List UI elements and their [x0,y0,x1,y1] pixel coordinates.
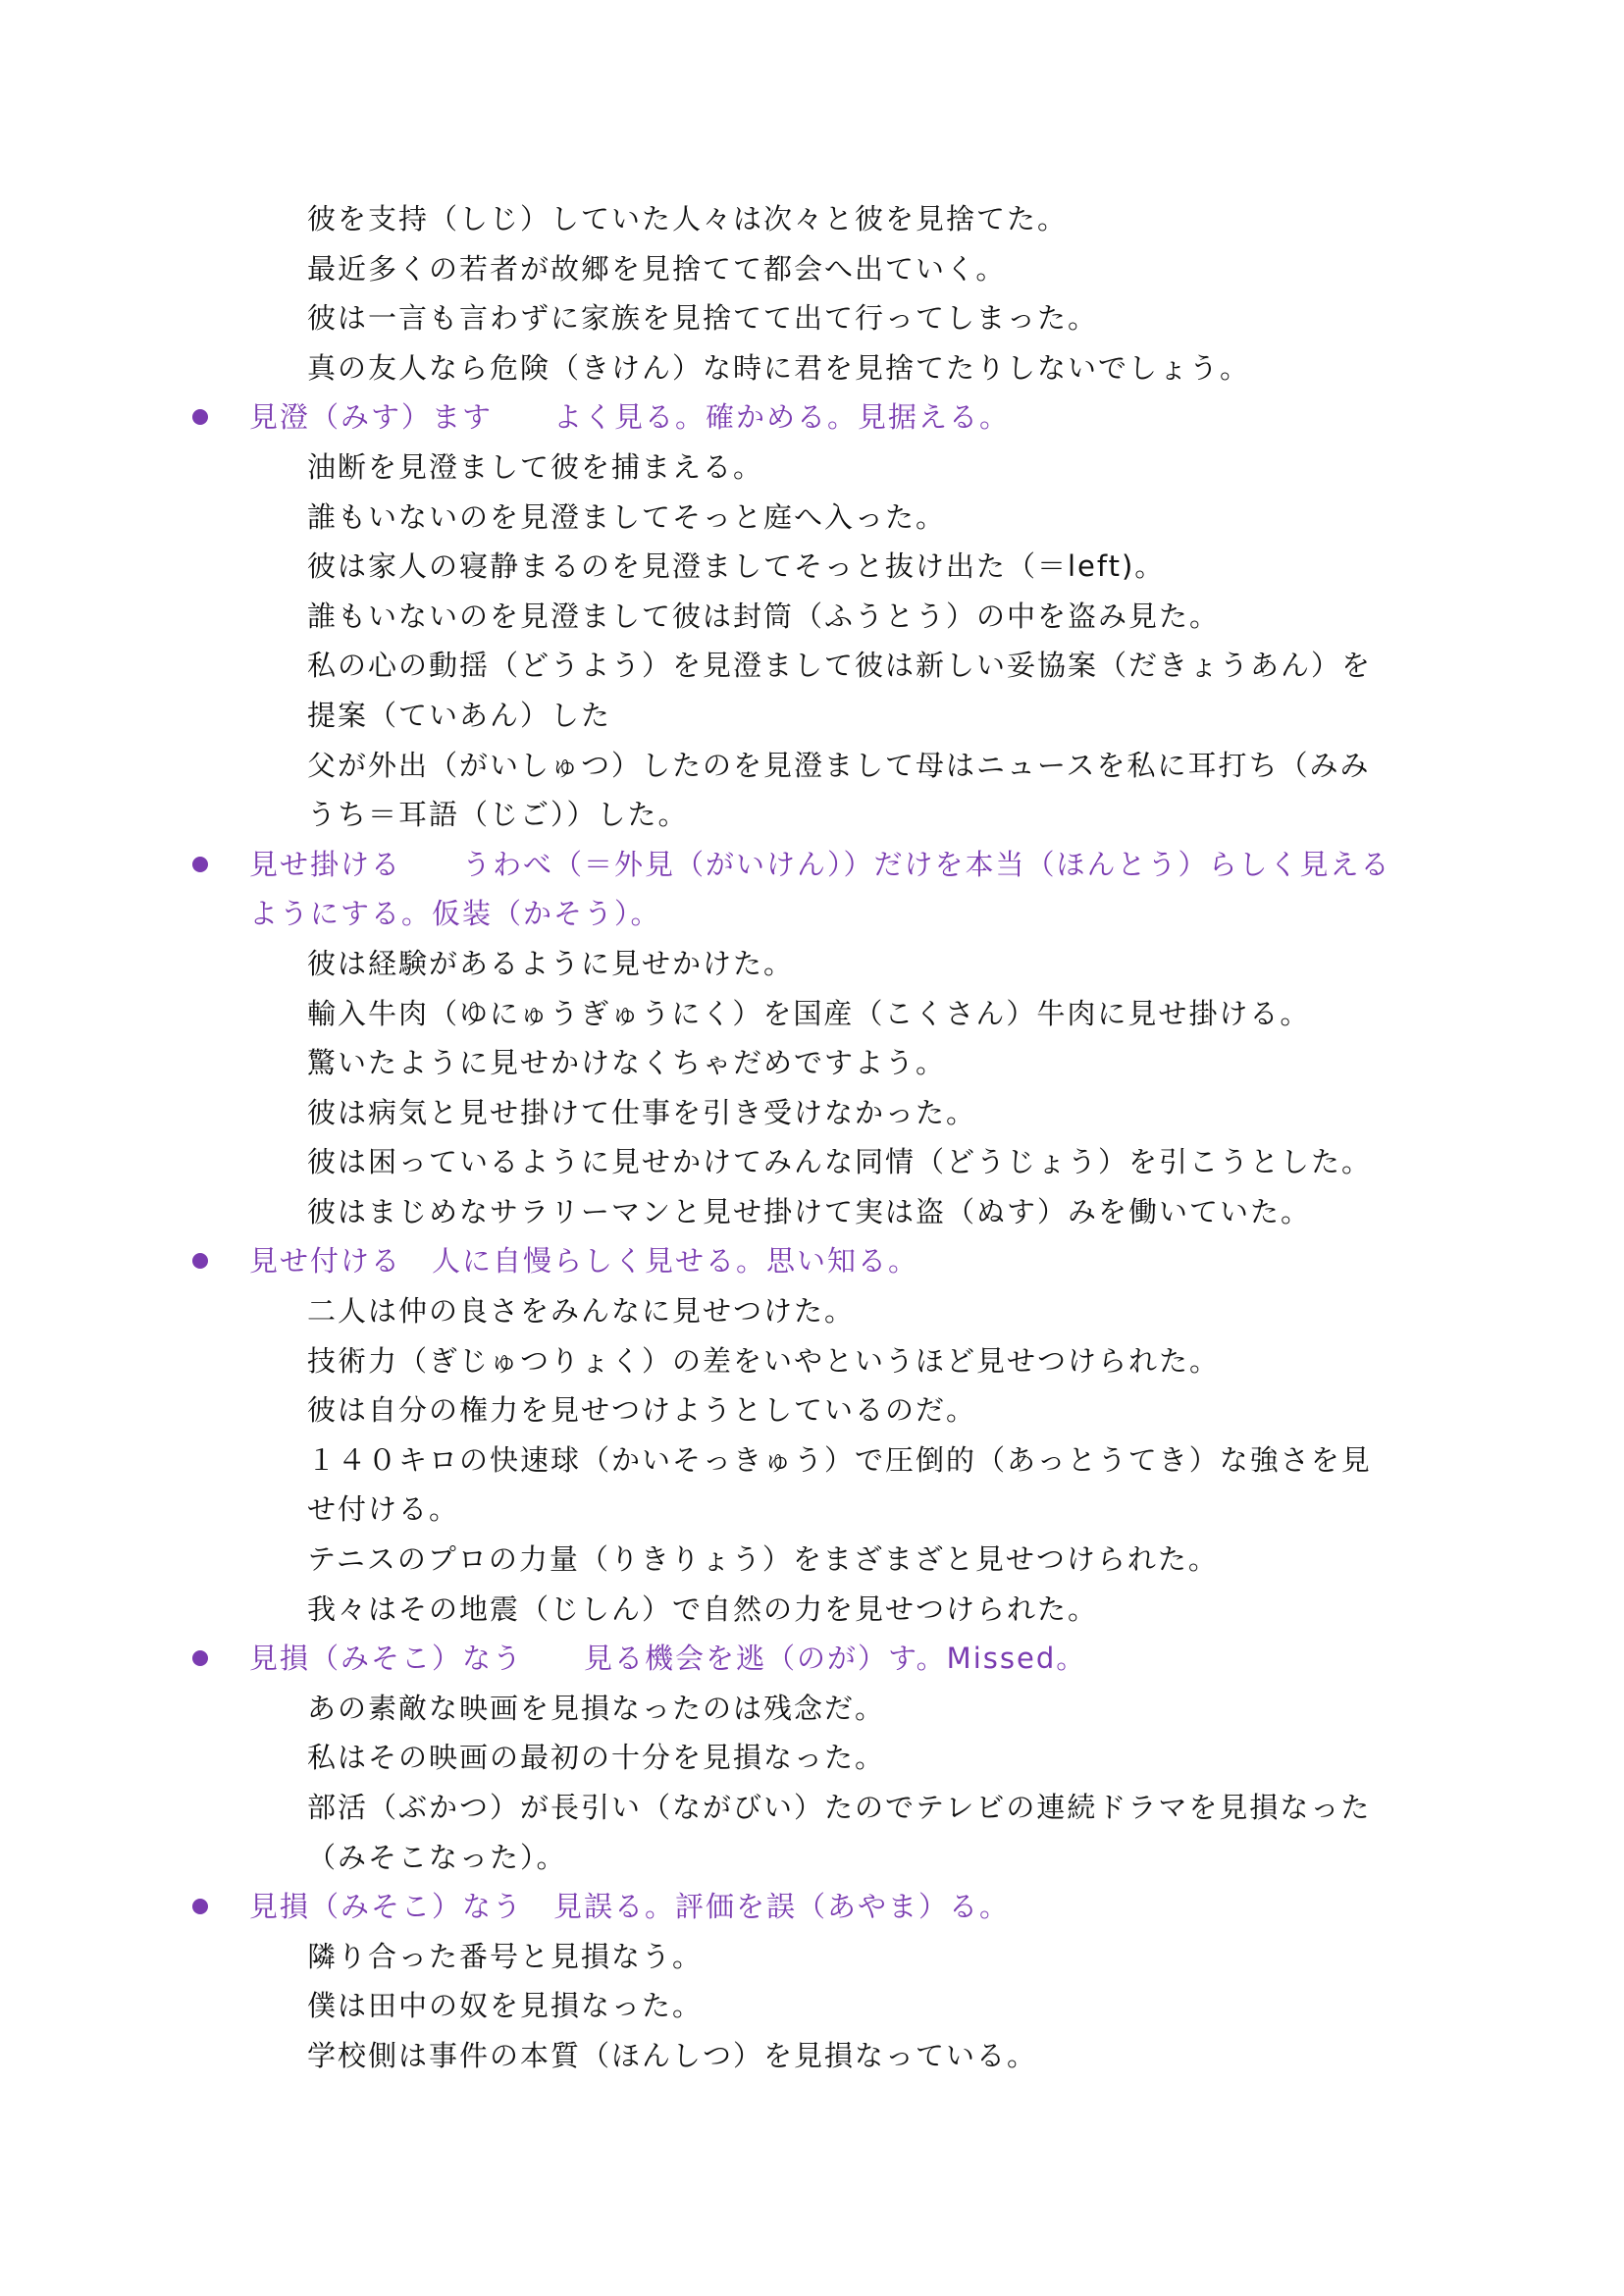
bullet-icon [192,1253,208,1269]
vocab-section [192,194,1399,392]
vocab-heading [192,1882,1399,1932]
vocab-heading [192,840,1399,890]
vocab-heading [192,392,1399,443]
example-sentence: 驚いたように見せかけなくちゃだめですよう。 [307,1046,947,1080]
example-sentence: 彼は病気と見せ掛けて仕事を引き受けなかった。 [307,1095,977,1129]
example-sentence: 二人は仲の良さをみんなに見せつけた。 [307,1294,856,1329]
vocab-heading-continuation: ようにする。仮装（かそう）。 [249,897,661,931]
example-sentence: 私はその映画の最初の十分を見損なった。 [307,1741,886,1775]
vocab-section [192,1236,1399,1634]
example-sentence: 父が外出（がいしゅつ）したのを見澄まして母はニュースを私に耳打ち（みみ [307,748,1371,782]
vocab-heading-text: 見澄（みす）ます よく見る。確かめる。見据える。 [249,400,1011,435]
vocab-section [192,1882,1399,2080]
bullet-icon [192,857,208,872]
example-sentence: 彼は家人の寝静まるのを見澄ましてそっと抜け出た（＝left)。 [307,549,1166,584]
vocab-heading [192,1634,1399,1684]
example-sentence: 学校側は事件の本質（ほんしつ）を見損なっている。 [307,2038,1038,2072]
example-sentence: 彼はまじめなサラリーマンと見せ掛けて実は盗（ぬす）みを働いていた。 [307,1194,1312,1228]
vocab-section [192,1634,1399,1882]
example-sentence: 我々はその地震（じしん）で自然の力を見せつけられた。 [307,1592,1099,1626]
example-sentence: 彼を支持（しじ）していた人々は次々と彼を見捨てた。 [307,202,1069,235]
example-sentence: 僕は田中の奴を見損なった。 [307,1989,704,2023]
bullet-icon [192,1650,208,1666]
example-sentence: 彼は経験があるように見せかけた。 [307,946,795,980]
vocab-section [192,840,1399,1237]
example-sentence: 誰もいないのを見澄ましてそっと庭へ入った。 [307,499,947,534]
vocabulary-list [192,194,1399,2081]
vocab-heading-text: 見せ付ける 人に自慢らしく見せる。思い知る。 [249,1244,919,1278]
vocab-heading [192,1236,1399,1286]
example-sentence: 私の心の動揺（どうよう）を見澄まして彼は新しい妥協案（だきょうあん）を [307,649,1373,683]
example-sentence: 真の友人なら危険（きけん）な時に君を見捨てたりしないでしょう。 [307,350,1251,385]
example-sentence: １４０キロの快速球（かいそっきゅう）で圧倒的（あっとうてき）な強さを見 [307,1442,1372,1477]
example-sentence: （みそこなった）。 [307,1840,567,1874]
example-sentence: 技術力（ぎじゅつりょく）の差をいやというほど見せつけられた。 [307,1343,1221,1378]
example-sentence: うち＝耳語（じご））した。 [307,798,689,832]
example-sentence: テニスのプロの力量（りきりょう）をまざまざと見せつけられた。 [307,1542,1219,1577]
example-sentence: あの素敵な映画を見損なったのは残念だ。 [307,1691,886,1725]
example-sentence: 彼は困っているように見せかけてみんな同情（どうじょう）を引こうとした。 [307,1145,1373,1179]
example-sentence: 彼は一言も言わずに家族を見捨てて出て行ってしまった。 [307,301,1099,336]
vocab-heading-text: 見損（みそこ）なう 見る機会を逃（のが）す。Missed。 [249,1642,1087,1676]
bullet-icon [192,409,208,425]
example-sentence: 輸入牛肉（ゆにゅうぎゅうにく）を国産（こくさん）牛肉に見せ掛ける。 [307,996,1311,1030]
example-sentence: 最近多くの若者が故郷を見捨てて都会へ出ていく。 [307,251,1007,286]
bullet-icon [192,1899,208,1914]
vocab-section [192,392,1399,839]
example-sentence: 部活（ぶかつ）が長引い（ながびい）たのでテレビの連続ドラマを見損なった [307,1791,1372,1824]
example-sentence: 提案（ていあん）した [307,698,612,732]
example-sentence: せ付ける。 [307,1492,460,1527]
vocab-heading-text: 見損（みそこ）なう 見誤る。評価を誤（あやま）る。 [249,1890,1011,1924]
example-sentence: 油断を見澄まして彼を捕まえる。 [307,449,764,484]
example-sentence: 隣り合った番号と見損なう。 [307,1939,704,1973]
vocab-heading-text: 見せ掛ける うわべ（＝外見（がいけん））だけを本当（ほんとう）らしく見える [249,847,1391,881]
example-sentence: 誰もいないのを見澄まして彼は封筒（ふうとう）の中を盗み見た。 [307,599,1221,633]
example-sentence: 彼は自分の権力を見せつけようとしているのだ。 [307,1393,977,1428]
